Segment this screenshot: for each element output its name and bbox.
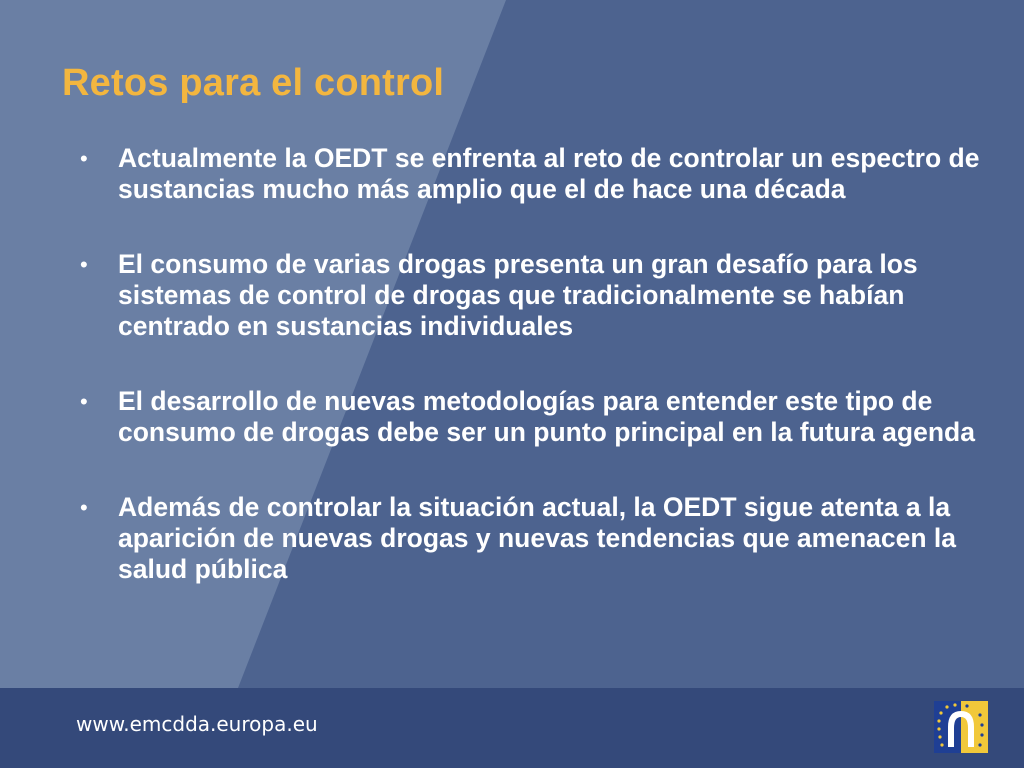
bullet-icon: • (80, 389, 88, 414)
bullet-text: Además de controlar la situación actual, la OEDT sigue atenta a la aparición de nuevas drogas y nuevas tendencias que amenacen la salud pública (118, 492, 957, 584)
bullet-text: El desarrollo de nuevas metodologías para entender este tipo de consumo de drogas debe ser un punto principal en la futura agenda (118, 386, 975, 447)
bullet-item (76, 249, 996, 342)
bullet-text: El consumo de varias drogas presenta un gran desafío para los sistemas de control de drogas que tradicionalmente se habían centrado en sustancias individuales (118, 249, 918, 341)
bullet-text: Actualmente la OEDT se enfrenta al reto de controlar un espectro de sustancias mucho más amplio que el de hace una década (118, 143, 980, 204)
emcdda-logo-icon (934, 701, 988, 753)
footer-url[interactable]: www.emcdda.europa.eu (76, 712, 318, 736)
bullet-item (76, 143, 996, 205)
slide-title: Retos para el control (62, 62, 445, 104)
bullet-icon: • (80, 495, 88, 520)
footer-bar (0, 688, 1024, 768)
bullet-icon: • (80, 252, 88, 277)
bullet-item (76, 492, 996, 585)
bullet-list (76, 143, 996, 585)
bullet-item (76, 386, 996, 448)
bullet-icon: • (80, 146, 88, 171)
